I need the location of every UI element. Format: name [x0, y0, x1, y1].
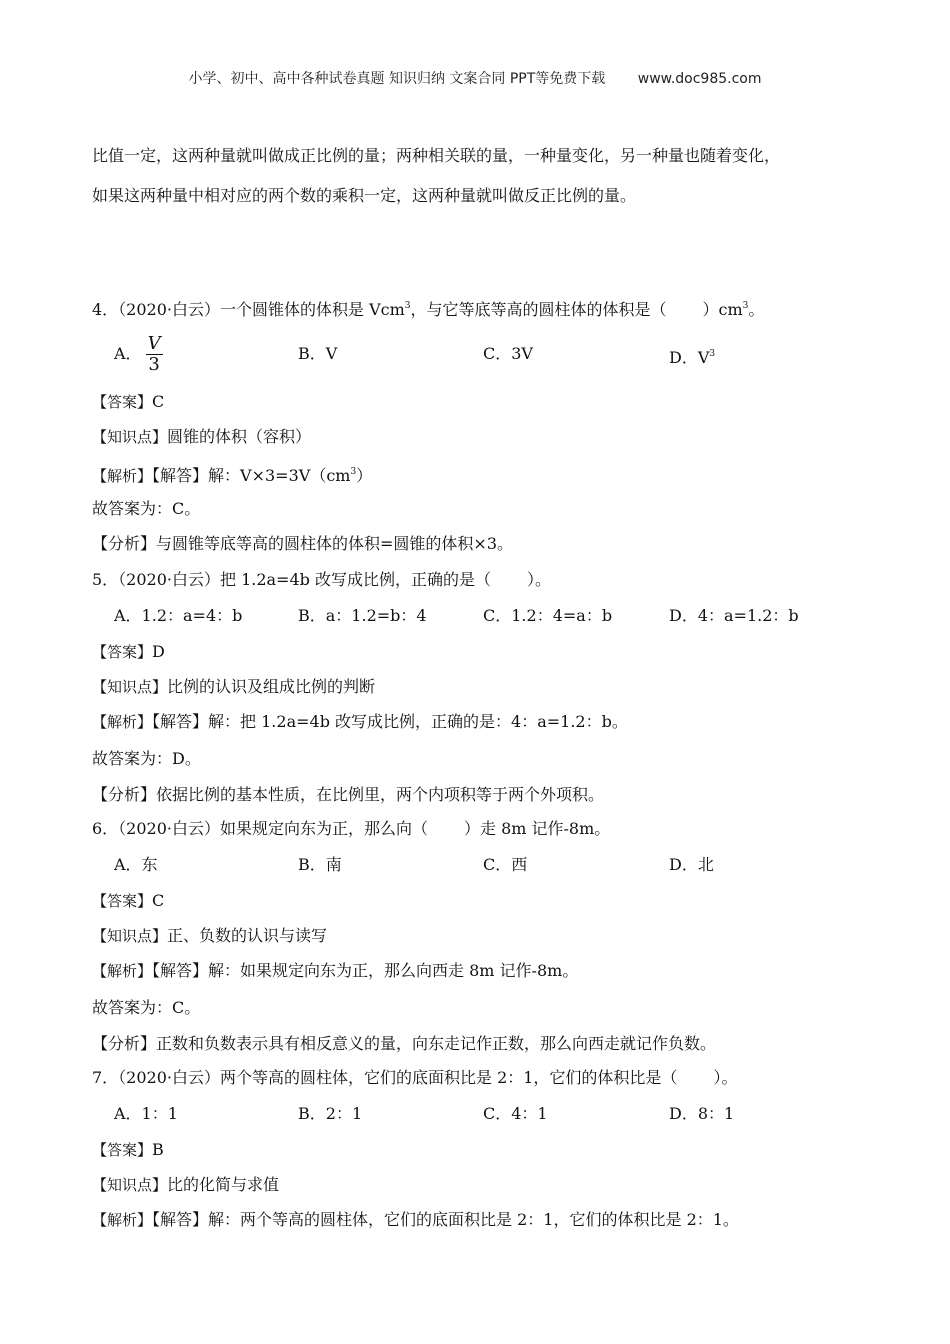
q5-fenxi: [92, 785, 604, 805]
q6-option-d: D．北: [669, 855, 714, 874]
q7-answer-value: B: [152, 1140, 164, 1159]
q4-fenxi-value: 与圆锥等底等高的圆柱体的体积=圆锥的体积×3。: [156, 534, 514, 553]
q4-stem-a: 4．（2020·白云）一个圆锥体的体积是 Vcm: [92, 300, 405, 319]
q5-answer-value: D: [152, 642, 165, 661]
q7-stem-b: ）。: [713, 1068, 738, 1087]
q6-stem-b: ）走 8m 记作-8m。: [464, 819, 611, 838]
q5-analysis: [92, 712, 628, 732]
answer-label: 【答案】: [92, 1141, 153, 1159]
q4-sup-1: 3: [404, 301, 411, 311]
knowledge-label: 【知识点】: [92, 1176, 168, 1194]
q6-answer-value: C: [152, 891, 165, 910]
solve-label: 【解答】: [152, 1210, 209, 1229]
q4-knowledge: [92, 427, 311, 447]
q5-fenxi-value: 依据比例的基本性质，在比例里，两个内项积等于两个外项积。: [156, 785, 605, 804]
q6-analysis-value: 解：如果规定向东为正，那么向西走 8m 记作-8m。: [208, 961, 579, 980]
q4-option-d-sup: 3: [709, 349, 716, 359]
q4-stem-b: ，与它等底等高的圆柱体的体积是（: [410, 300, 667, 319]
q4-analysis: [92, 462, 372, 486]
intro-line-1: 比值一定，这两种量就叫做成正比例的量；两种相关联的量，一种量变化，另一种量也随着变化，: [92, 146, 781, 165]
q5-conclusion: 故答案为：D。: [92, 749, 201, 768]
solve-label: 【解答】: [152, 466, 209, 485]
knowledge-label: 【知识点】: [92, 678, 168, 696]
q4-option-b: B．V: [298, 344, 338, 363]
fenxi-label: 【分析】: [92, 1034, 157, 1053]
q7-analysis-value: 解：两个等高的圆柱体，它们的底面积比是 2：1，它们的体积比是 2：1。: [208, 1210, 739, 1229]
q4-analysis-b: ）: [356, 466, 373, 485]
q4-answer: [92, 392, 164, 412]
answer-label: 【答案】: [92, 643, 153, 661]
q7-option-d: D．8：1: [669, 1104, 735, 1123]
analysis-label: 【解析】: [92, 467, 153, 485]
q5-stem-a: 5．（2020·白云）把 1.2a=4b 改写成比例，正确的是（: [92, 570, 491, 589]
q5-option-a: A．1.2：a=4：b: [114, 606, 243, 625]
q4-option-a: [114, 334, 163, 375]
q4-sup-2: 3: [742, 301, 749, 311]
solve-label: 【解答】: [152, 712, 209, 731]
q4-option-d: [669, 344, 715, 368]
header-site-link[interactable]: www.doc985.com: [637, 71, 762, 87]
header-text: 小学、初中、高中各种试卷真题 知识归纳 文案合同 PPT等免费下载: [188, 71, 606, 87]
q6-option-c: C．西: [483, 855, 528, 874]
q4-option-a-prefix: A．: [114, 344, 142, 363]
analysis-label: 【解析】: [92, 1211, 153, 1229]
q6-analysis: [92, 961, 578, 981]
q7-stem: [92, 1068, 737, 1088]
q5-knowledge-value: 比例的认识及组成比例的判断: [167, 677, 376, 696]
q7-analysis: [92, 1210, 739, 1230]
knowledge-label: 【知识点】: [92, 428, 168, 446]
q4-fraction-numerator: V: [147, 333, 161, 354]
q6-knowledge-value: 正、负数的认识与读写: [167, 926, 328, 945]
q6-answer: [92, 891, 164, 911]
q7-stem-a: 7．（2020·白云）两个等高的圆柱体，它们的底面积比是 2：1，它们的体积比是（: [92, 1068, 678, 1087]
q7-option-c: C．4：1: [483, 1104, 548, 1123]
q7-option-a: A．1：1: [114, 1104, 178, 1123]
page-header: [0, 68, 950, 88]
q4-fenxi: [92, 534, 513, 554]
q7-knowledge-value: 比的化简与求值: [167, 1175, 280, 1194]
fenxi-label: 【分析】: [92, 534, 157, 553]
knowledge-label: 【知识点】: [92, 927, 168, 945]
q4-stem-c: ）cm: [702, 300, 743, 319]
intro-line-2: 如果这两种量中相对应的两个数的乘积一定，这两种量就叫做反正比例的量。: [92, 186, 637, 205]
q4-conclusion: 故答案为：C。: [92, 499, 201, 518]
q6-stem-a: 6．（2020·白云）如果规定向东为正，那么向（: [92, 819, 428, 838]
q7-answer: [92, 1140, 164, 1160]
q4-analysis-a: 解：V×3=3V（cm: [208, 466, 351, 485]
q5-stem-b: ）。: [526, 570, 551, 589]
q4-stem-d: 。: [748, 300, 765, 319]
q5-option-d: D．4：a=1.2：b: [669, 606, 799, 625]
solve-label: 【解答】: [152, 961, 209, 980]
q6-option-b: B．南: [298, 855, 342, 874]
q5-answer: [92, 642, 165, 662]
q6-fenxi-value: 正数和负数表示具有相反意义的量，向东走记作正数，那么向西走就记作负数。: [156, 1034, 717, 1053]
q4-knowledge-value: 圆锥的体积（容积）: [167, 427, 312, 446]
q5-analysis-value: 解：把 1.2a=4b 改写成比例，正确的是：4：a=1.2：b。: [208, 712, 628, 731]
q5-option-b: B．a：1.2=b：4: [298, 606, 427, 625]
q4-analysis-sup: 3: [350, 467, 357, 477]
q6-option-a: A．东: [114, 855, 158, 874]
q7-knowledge: [92, 1175, 279, 1195]
q4-option-c: C．3V: [483, 344, 533, 363]
analysis-label: 【解析】: [92, 962, 153, 980]
fenxi-label: 【分析】: [92, 785, 157, 804]
analysis-label: 【解析】: [92, 713, 153, 731]
answer-label: 【答案】: [92, 892, 153, 910]
q4-option-d-text: D．V: [669, 348, 710, 367]
q6-stem: [92, 819, 610, 839]
q4-answer-value: C: [152, 392, 165, 411]
q5-knowledge: [92, 677, 375, 697]
answer-label: 【答案】: [92, 393, 153, 411]
q5-option-c: C．1.2：4=a：b: [483, 606, 613, 625]
q4-fraction: [146, 334, 163, 375]
q6-conclusion: 故答案为：C。: [92, 998, 201, 1017]
q5-stem: [92, 570, 551, 590]
q6-fenxi: [92, 1034, 716, 1054]
q4-stem: [92, 296, 764, 320]
q4-fraction-denominator: 3: [148, 354, 160, 375]
q6-knowledge: [92, 926, 327, 946]
q7-option-b: B．2：1: [298, 1104, 363, 1123]
